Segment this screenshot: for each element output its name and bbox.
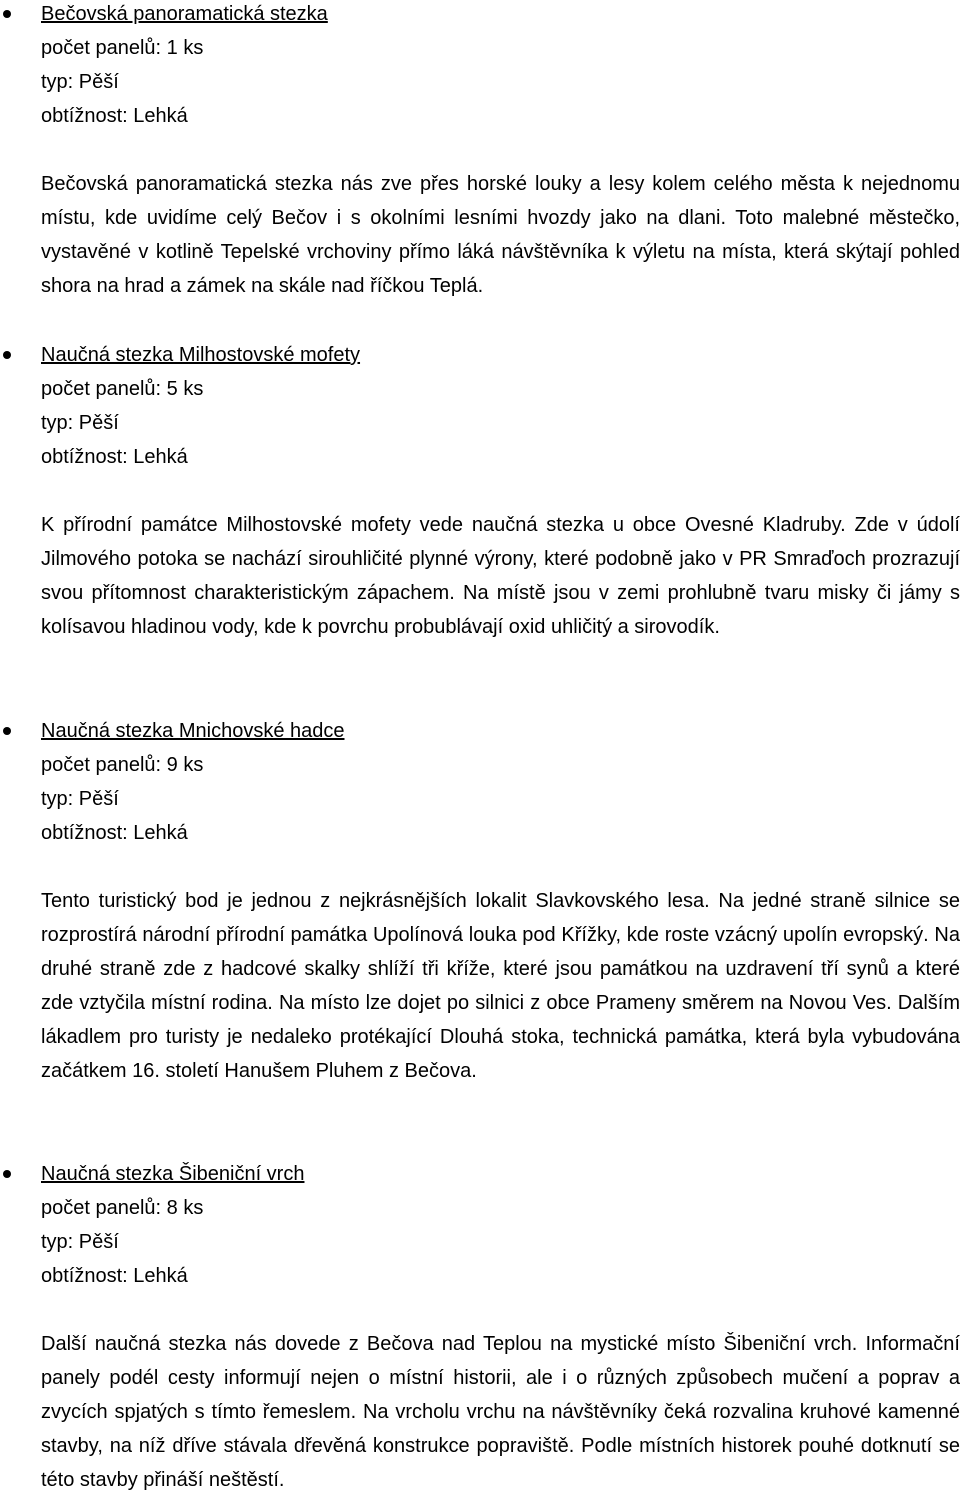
trail-panels: počet panelů: 5 ks bbox=[41, 378, 204, 400]
trail-title-link[interactable]: Naučná stezka Šibeniční vrch bbox=[41, 1163, 305, 1185]
trail-type: typ: Pěší bbox=[41, 412, 119, 434]
trail-panels: počet panelů: 8 ks bbox=[41, 1197, 204, 1219]
trail-type: typ: Pěší bbox=[41, 71, 119, 93]
trail-description: K přírodní památce Milhostovské mofety vede naučná stezka u obce Ovesné Kladruby. Zde v údolí Jilmového potoka se nachází sirouhličité plynné výrony, které podobně jako v PR Smraďoch prozrazují svou přítomnost charakteristickým zápachem. Na místě jsou v zemi prohlubně tvaru misky či jámy s kolísavou hladinou vody, kde k povrchu probublávají oxid uhličitý a sirovodík. bbox=[41, 514, 960, 638]
trail-block bbox=[41, 717, 960, 1091]
trail-difficulty: obtížnost: Lehká bbox=[41, 822, 188, 844]
trail-panels: počet panelů: 1 ks bbox=[41, 37, 204, 59]
trail-block bbox=[41, 1160, 960, 1500]
bullet-icon bbox=[3, 351, 11, 359]
trail-title-link[interactable]: Naučná stezka Mnichovské hadce bbox=[41, 720, 345, 742]
trail-block bbox=[41, 0, 960, 306]
bullet-icon bbox=[3, 727, 11, 735]
trail-description: Tento turistický bod je jednou z nejkrásnějších lokalit Slavkovského lesa. Na jedné straně silnice se rozprostírá národní přírodní památka Upolínová louka pod Křížky, kde roste vzácný upolín evropský. Na druhé straně zde z hadcové skalky shlíží tři kříže, které jsou památkou na uzdravení tří synů a které zde vztyčila místní rodina. Na místo lze dojet po silnici z obce Prameny směrem na Novou Ves. Dalším lákadlem pro turisty je nedaleko protékající Dlouhá stoka, technická památka, která byla vybudována začátkem 16. století Hanušem Pluhem z Bečova. bbox=[41, 890, 960, 1082]
bullet-icon bbox=[3, 10, 11, 18]
trail-difficulty: obtížnost: Lehká bbox=[41, 1265, 188, 1287]
trail-title-link[interactable]: Naučná stezka Milhostovské mofety bbox=[41, 344, 361, 366]
trail-title-link[interactable]: Bečovská panoramatická stezka bbox=[41, 3, 328, 25]
trail-type: typ: Pěší bbox=[41, 1231, 119, 1253]
trail-difficulty: obtížnost: Lehká bbox=[41, 105, 188, 127]
trail-type: typ: Pěší bbox=[41, 788, 119, 810]
trail-description: Další naučná stezka nás dovede z Bečova nad Teplou na mystické místo Šibeniční vrch. Informační panely podél cesty informují nejen o místní historii, ale i o různých způsobech mučení a poprav a zvycích spjatých s tímto řemeslem. Na vrcholu vrchu na návštěvníky čeká rozvalina kruhové kamenné stavby, na níž dříve stávala dřevěná konstrukce popraviště. Podle místních historek pouhé dotknutí se této stavby přináší neštěstí. bbox=[41, 1333, 960, 1491]
trail-description: Bečovská panoramatická stezka nás zve přes horské louky a lesy kolem celého města k nejednomu místu, kde uvidíme celý Bečov i s okolními lesními hvozdy jako na dlani. Toto malebné městečko, vystavěné v kotlině Tepelské vrchoviny přímo láká návštěvníka k výletu na místa, která skýtají pohled shora na hrad a zámek na skále nad říčkou Teplá. bbox=[41, 173, 960, 297]
bullet-icon bbox=[3, 1170, 11, 1178]
trail-block bbox=[41, 341, 960, 647]
trail-difficulty: obtížnost: Lehká bbox=[41, 446, 188, 468]
trail-panels: počet panelů: 9 ks bbox=[41, 754, 204, 776]
